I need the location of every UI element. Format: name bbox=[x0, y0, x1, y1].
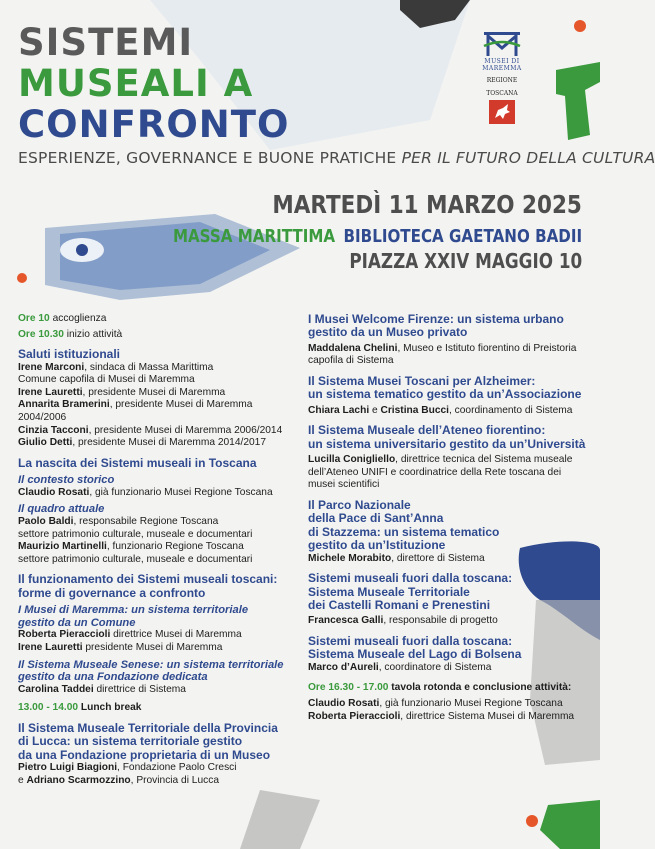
castelli-title-2: Sistema Museale Territoriale bbox=[308, 584, 470, 599]
lucca-row-1 bbox=[18, 762, 296, 775]
regione-toscana-pegasus-icon bbox=[489, 100, 515, 124]
tavola-row-1 bbox=[308, 698, 590, 711]
saluti-title: Saluti istituzionali bbox=[18, 347, 121, 362]
lunch-time: 13.00 - 14.00 bbox=[18, 702, 79, 714]
parco-title-4: gestito da un’Istituzione bbox=[308, 538, 446, 553]
senese-row bbox=[18, 684, 296, 697]
title-line-3: CONFRONTO bbox=[18, 103, 290, 146]
contesto-row bbox=[18, 487, 296, 500]
speaker-name: Chiara Lachi bbox=[308, 404, 370, 416]
tavola-row bbox=[308, 682, 590, 695]
musei-di-maremma-logo-icon bbox=[480, 28, 524, 58]
senese-title-1: Il Sistema Museale Senese: un sistema territoriale bbox=[18, 658, 284, 671]
castelli-title-3: dei Castelli Romani e Prenestini bbox=[308, 598, 491, 613]
speaker-role: , sindaca di Massa Marittima bbox=[84, 361, 214, 373]
speaker-name: Paolo Baldi bbox=[18, 515, 74, 527]
subtitle bbox=[18, 149, 655, 167]
lucca-row-2 bbox=[18, 775, 296, 788]
speaker-name: Marco d’Aureli bbox=[308, 661, 379, 673]
saluti-row-4 bbox=[18, 399, 296, 424]
speaker-role: , direttore di Sistema bbox=[391, 552, 485, 564]
bolsena-title bbox=[308, 635, 590, 662]
speaker-role: , presidente Musei di Maremma bbox=[82, 386, 226, 398]
speaker-role: , coordinamento di Sistema bbox=[449, 404, 573, 416]
speaker-name: Claudio Rosati bbox=[308, 698, 380, 710]
speaker-name: Carolina Taddei bbox=[18, 683, 94, 695]
speaker-name: Lucilla Conigliello bbox=[308, 454, 396, 466]
inizio-label: inizio attività bbox=[66, 328, 123, 340]
speaker-role: , funzionario Regione Toscana bbox=[106, 541, 244, 553]
tavola-row-2 bbox=[308, 711, 590, 724]
program-left-column bbox=[18, 313, 296, 787]
orange-dot-top bbox=[574, 20, 586, 32]
funzionamento-title bbox=[18, 573, 296, 600]
ateneo-row-2: dell’Ateneo UNIFI e coordinatrice della Rete toscana dei bbox=[308, 466, 562, 478]
saluti-row-5 bbox=[18, 425, 296, 438]
castelli-row bbox=[308, 615, 590, 628]
bolsena-row bbox=[308, 662, 590, 675]
speaker-role: , presidente Musei di Maremma 2004/2006 bbox=[18, 399, 253, 423]
conjunction: e bbox=[18, 774, 27, 786]
nascita-title: La nascita dei Sistemi museali in Toscana bbox=[18, 455, 257, 470]
ateneo-title-2: un sistema universitario gestito da un’Università bbox=[308, 436, 586, 451]
speaker-role: , coordinatore di Sistema bbox=[378, 661, 492, 673]
event-date: MARTEDÌ 11 MARZO 2025 bbox=[272, 190, 582, 219]
speaker-name: Irene Lauretti bbox=[18, 386, 83, 398]
quadro-row-2 bbox=[18, 541, 296, 554]
program-right-column bbox=[308, 313, 590, 723]
speaker-name: Roberta Pieraccioli bbox=[308, 710, 401, 722]
parco-title-3: di Stazzema: un sistema tematico bbox=[308, 524, 500, 539]
quadro-row-1b: settore patrimonio culturale, museale e documentari bbox=[18, 528, 253, 540]
speaker-role: , presidente Musei di Maremma 2014/2017 bbox=[72, 437, 267, 449]
event-address: PIAZZA XXIV MAGGIO 10 bbox=[349, 249, 582, 273]
castelli-title-1: Sistemi museali fuori dalla toscana: bbox=[308, 571, 513, 586]
green-shape-bottom bbox=[540, 800, 600, 849]
contesto-title: Il contesto storico bbox=[18, 474, 115, 487]
speaker-name: Giulio Detti bbox=[18, 437, 73, 449]
senese-title-2: gestito da una Fondazione dedicata bbox=[18, 671, 208, 684]
speaker-name: Francesca Galli bbox=[308, 615, 384, 627]
title-line-1: SISTEMI bbox=[18, 21, 194, 64]
inizio-time: Ore 10.30 bbox=[18, 328, 64, 340]
speaker-role: direttrice Musei di Maremma bbox=[110, 629, 242, 641]
maremma-title-1: I Musei di Maremma: un sistema territoriale bbox=[18, 604, 249, 617]
speaker-role: , presidente Musei di Maremma 2006/2014 bbox=[88, 424, 283, 436]
bolsena-title-1: Sistemi museali fuori dalla toscana: bbox=[308, 634, 513, 649]
regione-logo-text-1: REGIONE bbox=[486, 77, 518, 85]
alzheimer-title-1: Il Sistema Musei Toscani per Alzheimer: bbox=[308, 374, 536, 388]
ateneo-title bbox=[308, 424, 590, 451]
orange-dot-left bbox=[17, 273, 27, 283]
parco-title-2: della Pace di Sant’Anna bbox=[308, 511, 444, 526]
musei-logo-text-2: MAREMMA bbox=[482, 65, 522, 73]
saluti-row-2 bbox=[18, 374, 296, 387]
speaker-role: , direttrice Sistema Musei di Maremma bbox=[400, 710, 575, 722]
subtitle-plain: ESPERIENZE, GOVERNANCE E BUONE PRATICHE bbox=[18, 149, 402, 167]
speaker-role: , direttrice tecnica del Sistema museale bbox=[395, 454, 573, 466]
saluti-row-1 bbox=[18, 362, 296, 375]
maremma-title bbox=[18, 604, 296, 629]
alzheimer-row bbox=[308, 405, 590, 418]
speaker-role: , già funzionario Musei Regione Toscana bbox=[379, 698, 563, 710]
speaker-role: direttrice di Sistema bbox=[93, 683, 186, 695]
speaker-name: Irene Marconi bbox=[18, 361, 85, 373]
speaker-name: Cristina Bucci bbox=[380, 404, 449, 416]
firenze-title-1: I Musei Welcome Firenze: un sistema urbano bbox=[308, 312, 564, 326]
speaker-name: Michele Morabito bbox=[308, 552, 392, 564]
musei-logo-text-1: MUSEI DI bbox=[484, 58, 520, 65]
saluti-row-3 bbox=[18, 387, 296, 400]
saluti-row-6 bbox=[18, 437, 296, 450]
quadro-row-2b: settore patrimonio culturale, museale e documentari bbox=[18, 553, 253, 565]
gray-shape-bottom bbox=[240, 790, 320, 849]
speaker-name: Claudio Rosati bbox=[18, 486, 90, 498]
lucca-title bbox=[18, 722, 296, 762]
lucca-title-1: Il Sistema Museale Territoriale della Provincia bbox=[18, 720, 278, 735]
senese-title bbox=[18, 659, 296, 684]
speaker-role: , Provincia di Lucca bbox=[130, 774, 219, 786]
speaker-name: Irene Lauretti bbox=[18, 641, 83, 653]
parco-row bbox=[308, 553, 590, 566]
speaker-role: presidente Musei di Maremma bbox=[82, 641, 223, 653]
title-line-2: MUSEALI A bbox=[18, 62, 254, 105]
accoglienza-time: Ore 10 bbox=[18, 313, 50, 324]
parco-title bbox=[308, 499, 590, 553]
speaker-role: , Fondazione Paolo Cresci bbox=[117, 762, 237, 774]
subtitle-italic: PER IL FUTURO DELLA CULTURA bbox=[401, 149, 655, 167]
speaker-name: Cinzia Tacconi bbox=[18, 424, 89, 436]
maremma-row-2 bbox=[18, 642, 296, 655]
speaker-name: Adriano Scarmozzino bbox=[26, 774, 131, 786]
parco-title-1: Il Parco Nazionale bbox=[308, 498, 411, 512]
regione-logo-text-2: TOSCANA bbox=[486, 89, 518, 97]
speaker-role: , responsabile di progetto bbox=[383, 615, 498, 627]
tavola-label: tavola rotonda e conclusione attività: bbox=[388, 682, 572, 694]
speaker-name: Maurizio Martinelli bbox=[18, 541, 107, 553]
firenze-row-2: capofila di Sistema bbox=[308, 355, 394, 367]
firenze-row-1 bbox=[308, 343, 590, 356]
speaker-name: Annarita Bramerini bbox=[18, 399, 110, 411]
lunch-row bbox=[18, 702, 296, 715]
event-venue: BIBLIOTECA GAETANO BADII bbox=[343, 226, 582, 247]
accoglienza-row bbox=[18, 313, 296, 326]
quadro-title: Il quadro attuale bbox=[18, 503, 105, 516]
castelli-title bbox=[308, 572, 590, 612]
ateneo-row-1 bbox=[308, 454, 590, 467]
tavola-time: Ore 16.30 - 17.00 bbox=[308, 682, 389, 694]
alzheimer-title bbox=[308, 375, 590, 402]
accoglienza-label: accoglienza bbox=[52, 313, 107, 324]
event-place bbox=[173, 226, 582, 247]
alzheimer-title-2: un sistema tematico gestito da un’Associazione bbox=[308, 387, 582, 402]
quadro-row-1 bbox=[18, 516, 296, 529]
speaker-role: Comune capofila di Musei di Maremma bbox=[18, 374, 195, 386]
bolsena-title-2: Sistema Museale del Lago di Bolsena bbox=[308, 647, 522, 662]
ateneo-row-3: musei scientifici bbox=[308, 479, 380, 491]
speaker-name: Maddalena Chelini bbox=[308, 342, 398, 354]
speaker-role: , responsabile Regione Toscana bbox=[73, 515, 219, 527]
funzionamento-title-1: Il funzionamento dei Sistemi museali toscani: bbox=[18, 572, 278, 587]
conjunction: e bbox=[369, 404, 381, 416]
firenze-title-2: gestito da un Museo privato bbox=[308, 325, 468, 340]
inizio-row bbox=[18, 329, 296, 342]
speaker-name: Pietro Luigi Biagioni bbox=[18, 762, 118, 774]
lucca-title-2: di Lucca: un sistema territoriale gestito bbox=[18, 734, 243, 749]
orange-dot-bottom bbox=[526, 815, 538, 827]
lucca-title-3: da una Fondazione proprietaria di un Museo bbox=[18, 747, 271, 762]
event-city: MASSA MARITTIMA bbox=[172, 226, 336, 247]
maremma-row-1 bbox=[18, 629, 296, 642]
funzionamento-title-2: forme di governance a confronto bbox=[18, 585, 206, 600]
logos bbox=[470, 28, 534, 124]
ateneo-title-1: Il Sistema Museale dell’Ateneo fiorentino: bbox=[308, 423, 546, 438]
speaker-name: Roberta Pieraccioli bbox=[18, 629, 111, 641]
lunch-label: Lunch break bbox=[80, 702, 142, 714]
firenze-title bbox=[308, 313, 590, 340]
speaker-role: , già funzionario Musei Regione Toscana bbox=[89, 486, 273, 498]
speaker-role: , Museo e Istituto fiorentino di Preistoria bbox=[397, 342, 577, 354]
maremma-title-2: gestito da un Comune bbox=[18, 616, 136, 629]
green-ribbon-shape bbox=[556, 62, 600, 140]
